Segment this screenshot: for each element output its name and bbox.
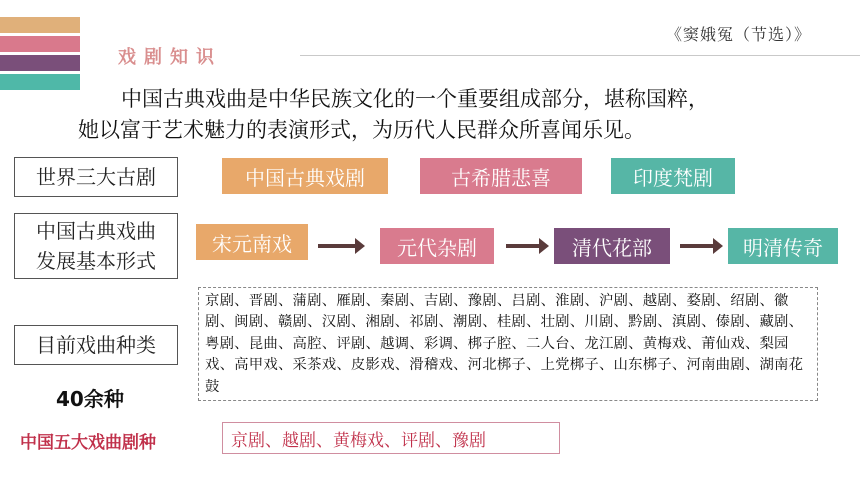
decor-stripe-3	[0, 55, 80, 71]
section-title: 戏剧知识	[118, 47, 222, 68]
decor-stripe-1	[0, 17, 80, 33]
five-major-label: 中国五大戏曲剧种	[20, 433, 156, 453]
development-label	[14, 213, 178, 279]
development-label-line-2: 发展基本形式	[36, 249, 156, 273]
five-major-value: 京剧、越剧、黄梅戏、评剧、豫剧	[222, 422, 560, 454]
current-types-label: 目前戏曲种类	[14, 325, 178, 365]
opera-types-count: 40余种	[56, 387, 124, 411]
stage-qing-huabu: 清代花部	[554, 228, 670, 264]
header-divider	[300, 55, 860, 56]
decor-stripe-4	[0, 74, 80, 90]
decor-stripe-2	[0, 36, 80, 52]
arrow-1	[318, 244, 356, 248]
intro-line-2: 她以富于艺术魅力的表演形式，为历代人民群众所喜闻乐见。	[78, 118, 645, 142]
opera-types-list: 京剧、晋剧、蒲剧、雁剧、秦剧、吉剧、豫剧、吕剧、淮剧、沪剧、越剧、婺剧、绍剧、徽剧、闽剧、赣剧、汉剧、湘剧、祁剧、潮剧、桂剧、壮剧、川剧、黔剧、滇剧、傣剧、藏剧、粤剧、昆曲、高腔、评剧、越调、彩调、梆子腔、二人台、龙江剧、黄梅戏、莆仙戏、梨园戏、高甲戏、采茶戏、皮影戏、滑稽戏、河北梆子、上党梆子、山东梆子、河南曲剧、湖南花鼓	[198, 287, 818, 401]
stage-song-yuan-nanxi: 宋元南戏	[196, 224, 308, 260]
stage-yuan-zaju: 元代杂剧	[380, 228, 494, 264]
world-dramas-label: 世界三大古剧	[14, 157, 178, 197]
intro-line-1: 中国古典戏曲是中华民族文化的一个重要组成部分，堪称国粹，	[121, 87, 709, 111]
arrow-2	[506, 244, 540, 248]
chip-indian-drama: 印度梵剧	[611, 158, 735, 194]
lesson-title: 《窦娥冤（节选）》	[666, 25, 812, 44]
intro-paragraph	[78, 84, 838, 146]
chip-greek-drama: 古希腊悲喜	[420, 158, 582, 194]
stage-ming-qing-chuanqi: 明清传奇	[728, 228, 838, 264]
arrow-3	[680, 244, 714, 248]
chip-chinese-drama: 中国古典戏剧	[222, 158, 388, 194]
development-label-line-1: 中国古典戏曲	[36, 219, 156, 243]
